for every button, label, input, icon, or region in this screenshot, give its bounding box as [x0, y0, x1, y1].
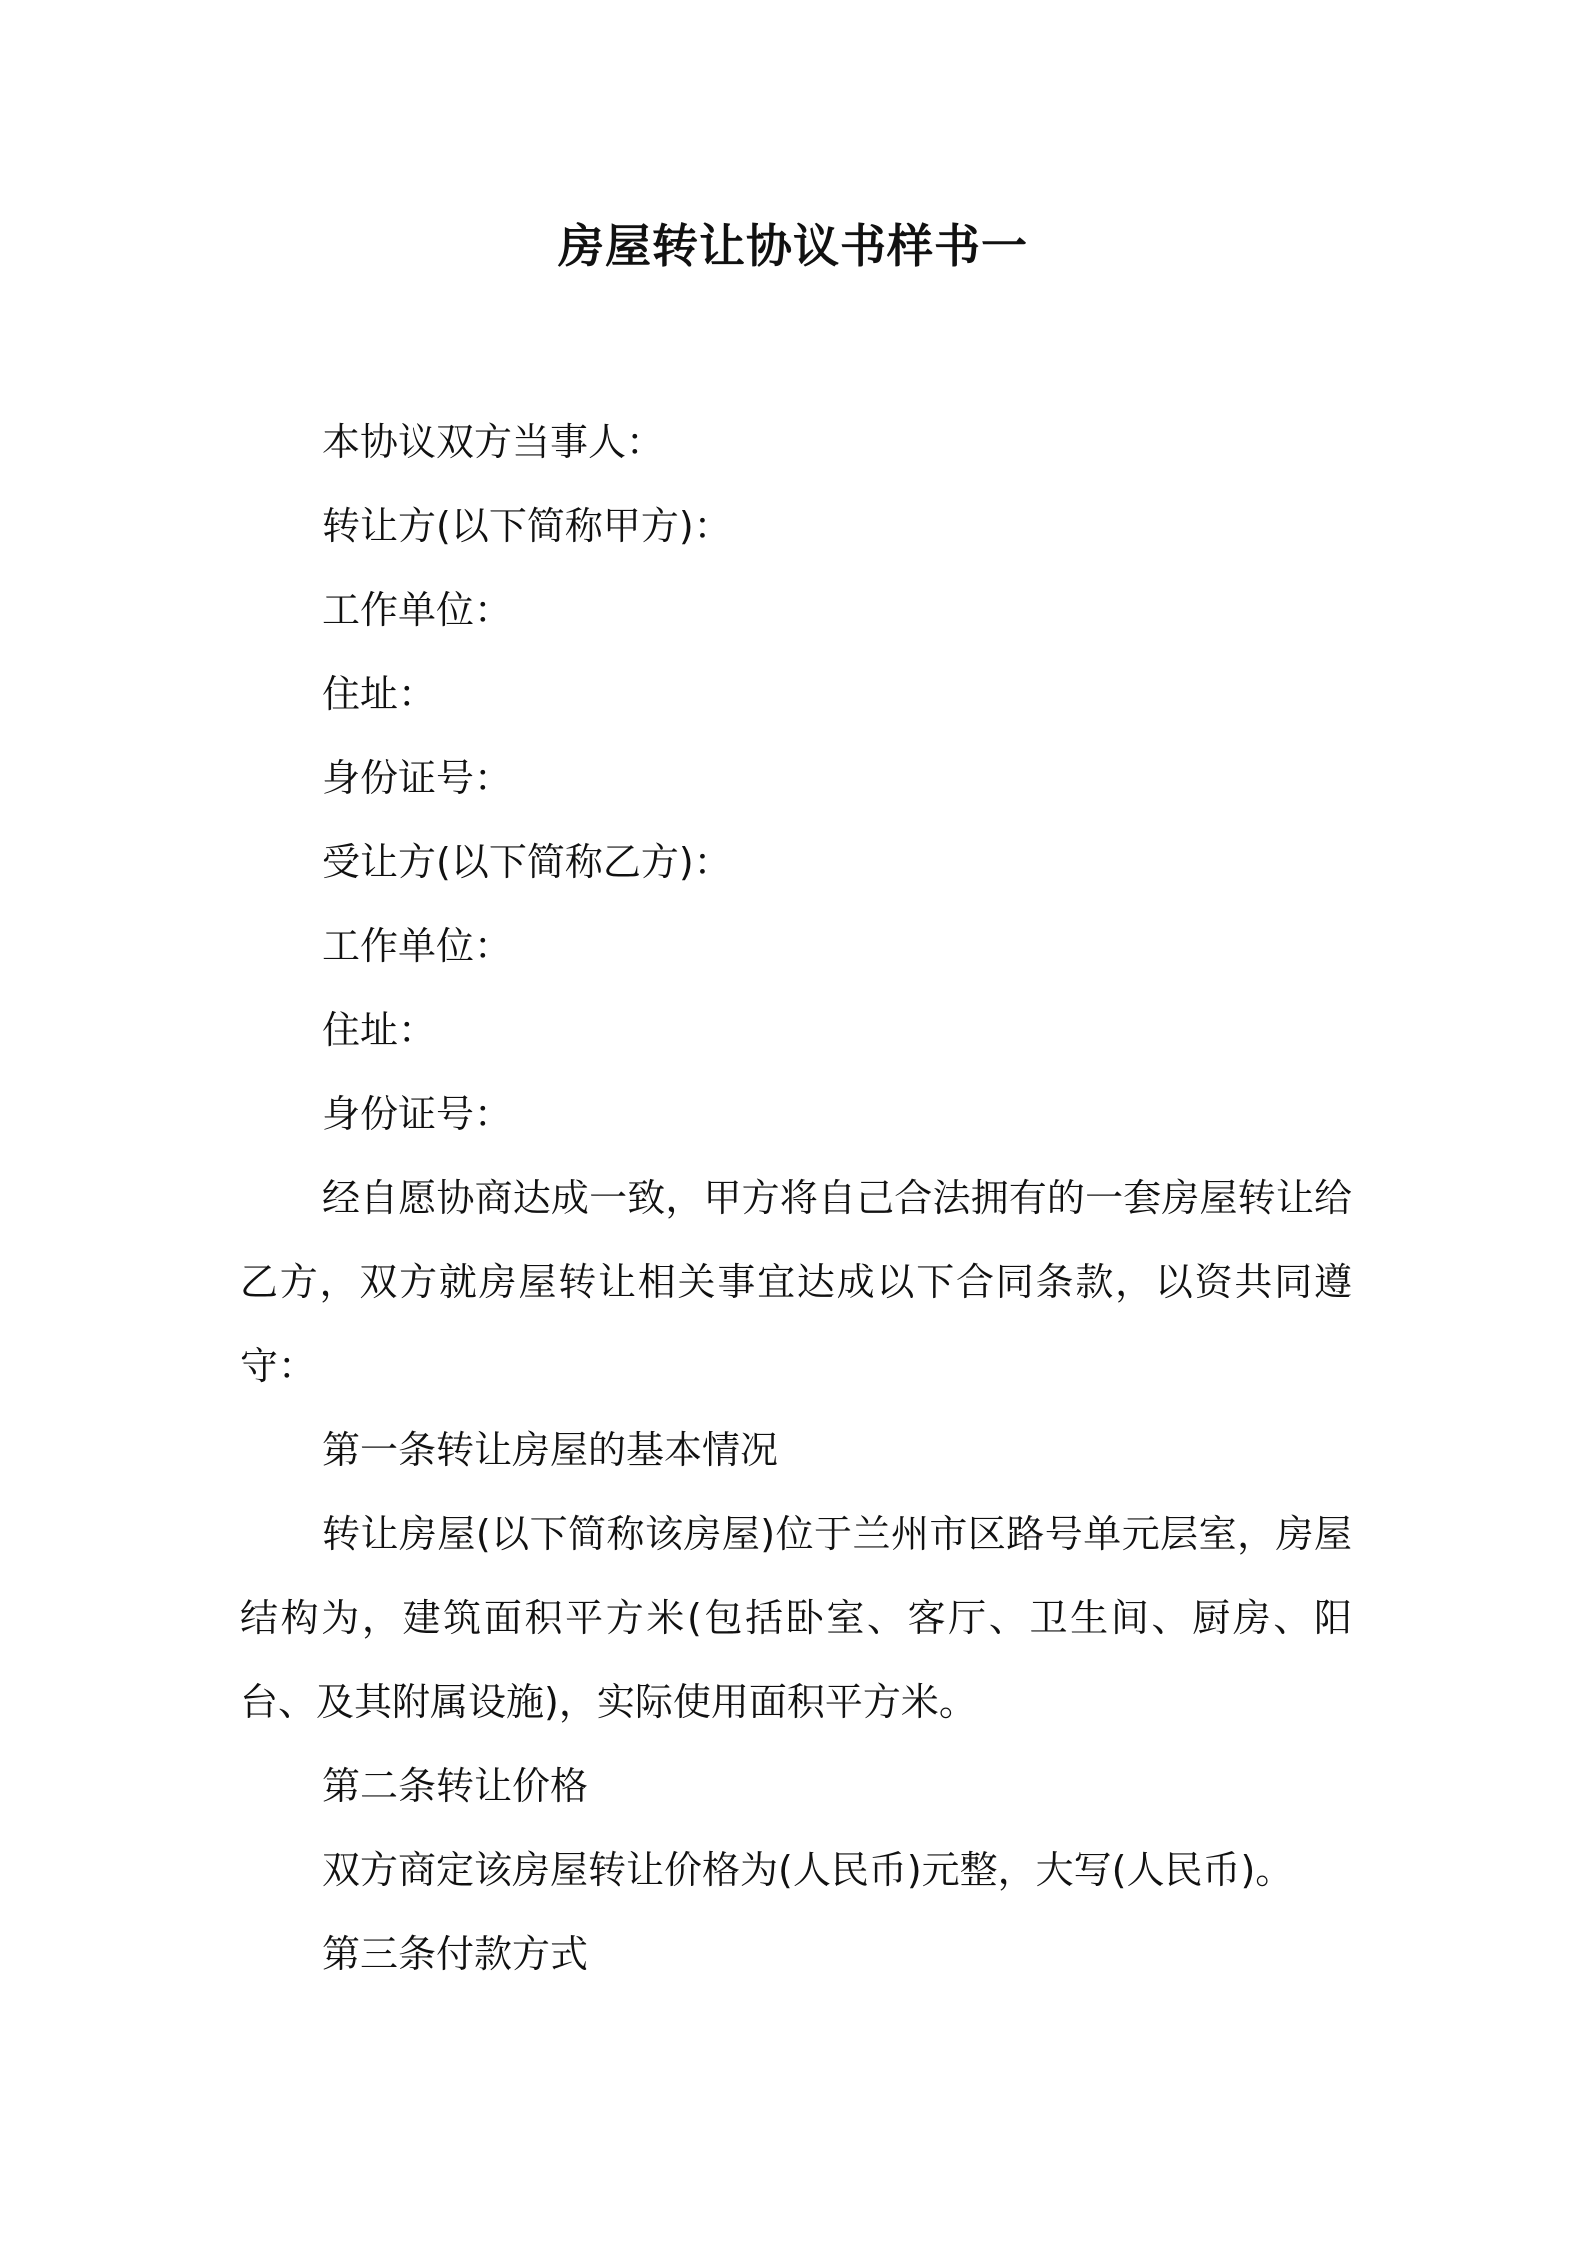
parties-heading: 本协议双方当事人：	[322, 420, 665, 464]
transferee-address-label: 住址：	[322, 1008, 437, 1052]
article-1-body: 转让房屋(以下简称该房屋)位于兰州市区路号单元层室，房屋结构为，建筑面积平方米(包括卧室、客厅、卫生间、厨房、阳台、及其附属设施)，实际使用面积平方米。	[240, 1512, 1352, 1724]
intro-paragraph: 经自愿协商达成一致，甲方将自己合法拥有的一套房屋转让给乙方，双方就房屋转让相关事宜达成以下合同条款，以资共同遵守：	[240, 1176, 1352, 1388]
document-body	[240, 400, 1352, 1996]
article-3-heading: 第三条付款方式	[322, 1932, 589, 1976]
article-2-heading: 第二条转让价格	[322, 1764, 589, 1808]
document-title: 房屋转让协议书样书一	[558, 219, 1028, 273]
transferee-label: 受让方(以下简称乙方)：	[322, 840, 732, 884]
transferee-employer-label: 工作单位：	[322, 924, 513, 968]
transferee-id-label: 身份证号：	[322, 1092, 513, 1136]
transferor-employer-label: 工作单位：	[322, 588, 513, 632]
article-2-body: 双方商定该房屋转让价格为(人民币)元整，大写(人民币)。	[322, 1848, 1294, 1892]
transferor-address-label: 住址：	[322, 672, 437, 716]
article-1-heading: 第一条转让房屋的基本情况	[322, 1428, 779, 1472]
transferor-id-label: 身份证号：	[322, 756, 513, 800]
transferor-label: 转让方(以下简称甲方)：	[322, 504, 732, 548]
